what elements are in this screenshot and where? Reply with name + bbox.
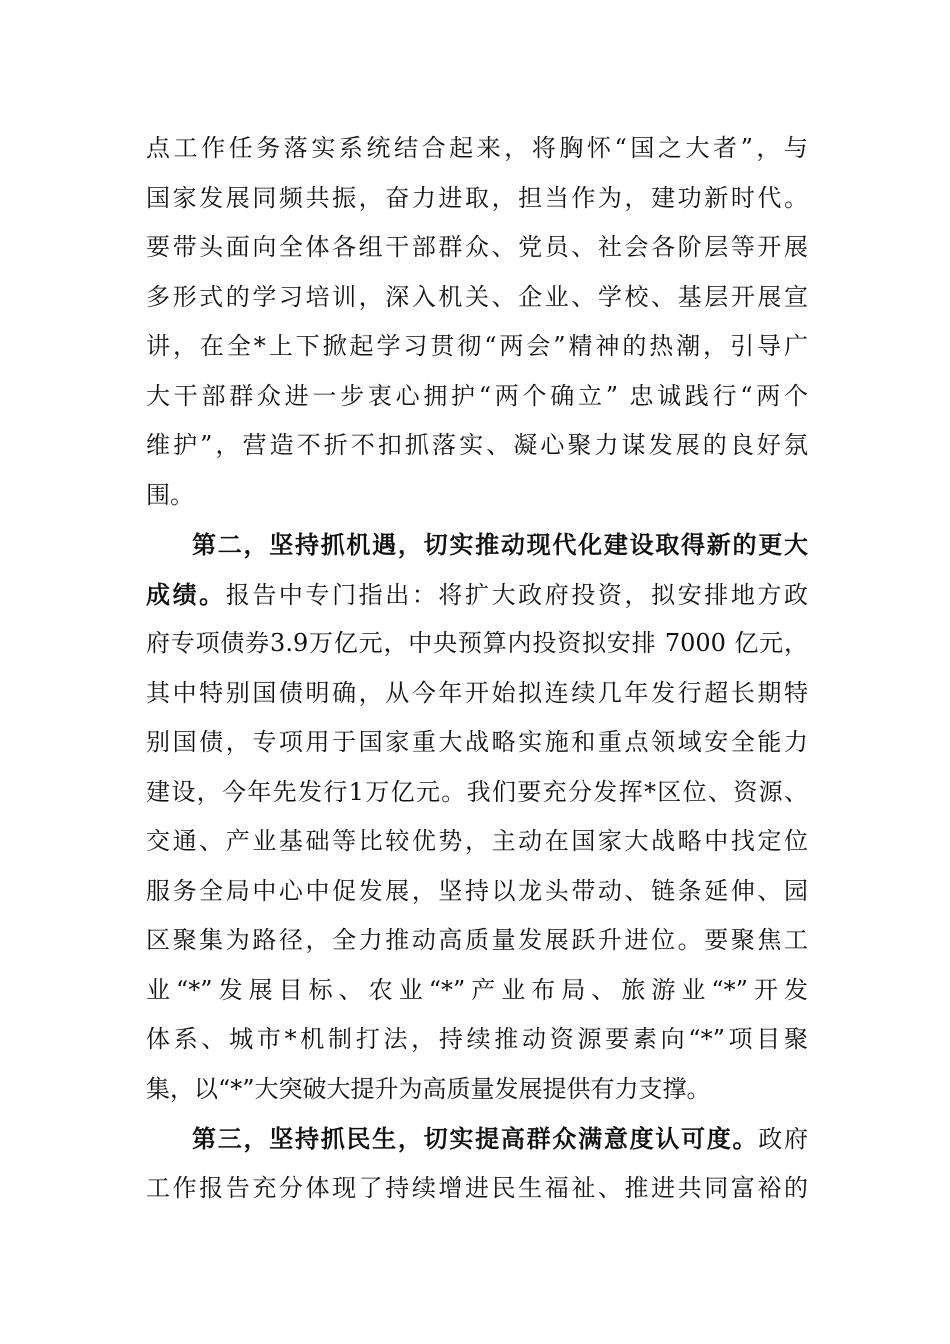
text-line: 其中特别国债明确，从今年开始拟连续几年发行超长期特 — [146, 678, 808, 707]
text-line: 点工作任务落实系统结合起来，将胸怀“国之大者”，与 — [146, 134, 808, 162]
text-run: 报告中专门指出：将扩大政府投资，拟安排地方政 — [225, 580, 808, 609]
text-line: 业“*”发展目标、农业“*”产业布局、旅游业“*”开发 — [146, 975, 808, 1004]
text-line: 区聚集为路径，全力推动高质量发展跃升进位。要聚焦工 — [146, 926, 808, 954]
text-line: 工作报告充分体现了持续增进民生福祉、推进共同富裕的 — [146, 1173, 808, 1202]
text-line: 多形式的学习培训，深入机关、企业、学校、基层开展宣 — [146, 282, 808, 311]
text-line: 要带头面向全体各组干部群众、党员、社会各阶层等开展 — [146, 233, 808, 261]
text-line — [146, 1114, 808, 1164]
section-heading-continued: 成绩。 — [146, 579, 226, 609]
text-line: 集，以“*”大突破大提升为高质量发展提供有力支撑。 — [146, 1074, 711, 1103]
text-line: 别国债，专项用于国家重大战略实施和重点领域安全能力 — [146, 728, 808, 756]
text-line: 府专项债券3.9万亿元，中央预算内投资拟安排 7000 亿元， — [146, 629, 808, 657]
section-heading: 第三，坚持抓民生，切实提高群众满意度认可度。 — [192, 1124, 759, 1153]
text-line: 维护”，营造不折不扣抓落实、凝心聚力谋发展的良好氛 — [146, 431, 808, 459]
text-line: 体系、城市*机制打法，持续推动资源要素向“*”项目聚 — [146, 1025, 808, 1053]
text-line: 建设，今年先发行1万亿元。我们要充分发挥*区位、资源、 — [146, 777, 808, 806]
text-line: 大干部群众进一步衷心拥护“两个确立” 忠诚践行“两个 — [146, 381, 808, 410]
text-run: 政府 — [758, 1125, 808, 1153]
text-line: 交通、产业基础等比较优势，主动在国家大战略中找定位 — [146, 827, 808, 855]
text-line: 围。 — [146, 480, 194, 509]
document-body — [146, 124, 808, 1213]
text-line: 讲，在全*上下掀起学习贯彻“两会”精神的热潮，引导广 — [146, 332, 808, 360]
text-line: 服务全局中心中促发展，坚持以龙头带动、链条延伸、园 — [146, 876, 808, 905]
text-line: 国家发展同频共振，奋力进取，担当作为，建功新时代。 — [146, 183, 808, 212]
text-line — [146, 570, 808, 620]
section-heading: 第二，坚持抓机遇，切实推动现代化建设取得新的更大 — [192, 530, 808, 559]
